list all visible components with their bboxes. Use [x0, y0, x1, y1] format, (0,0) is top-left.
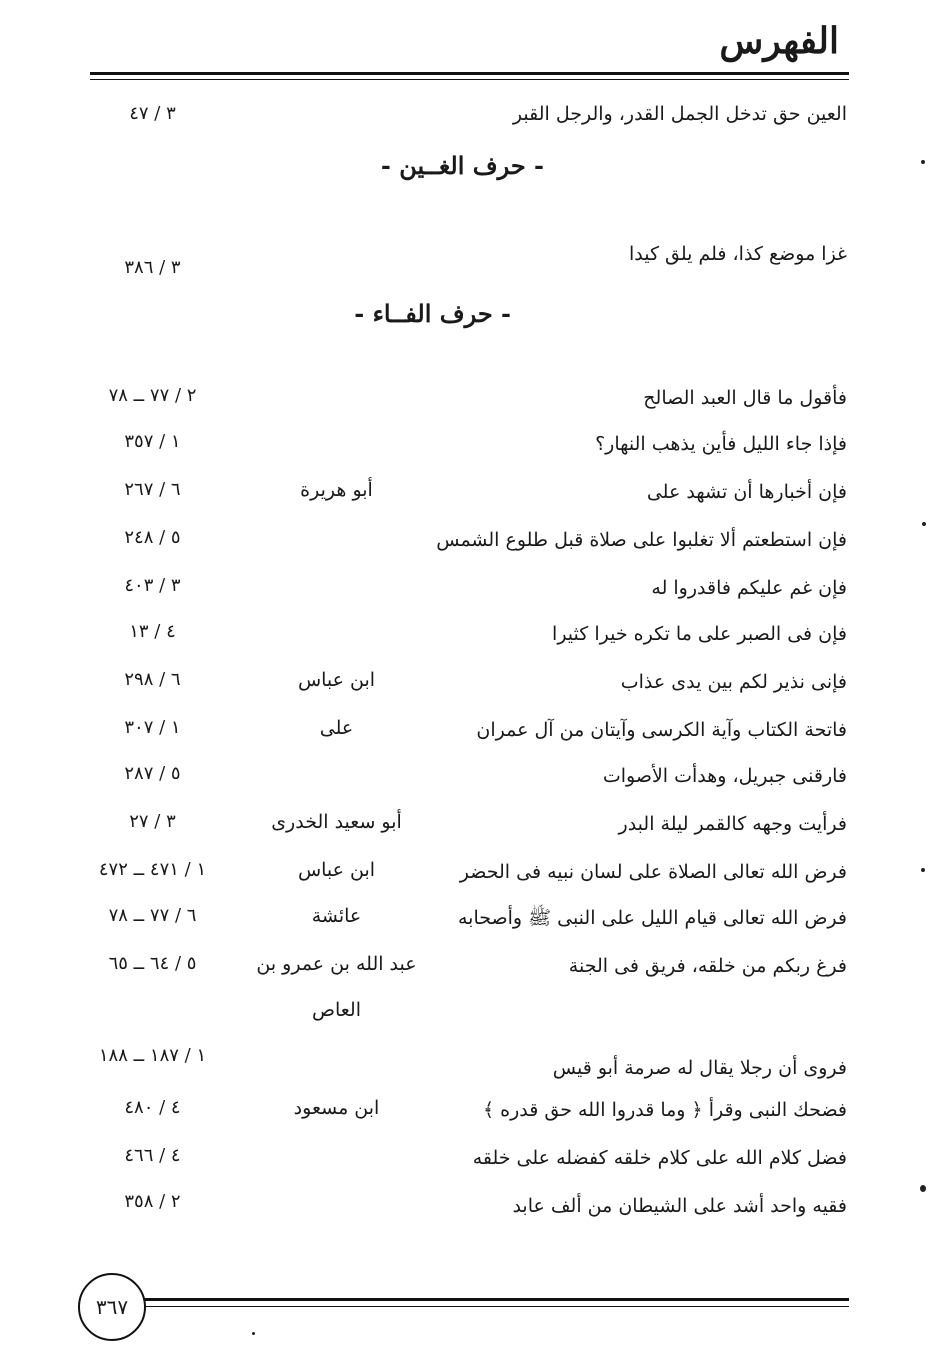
narrator: ابن عباس: [297, 859, 376, 881]
reference: ٦ / ٧٧ ــ ٧٨: [108, 905, 197, 926]
narrator: أبو هريرة: [300, 479, 373, 501]
index-row: [0, 1184, 929, 1224]
index-row: [0, 946, 929, 1030]
reference: ١ / ٣٠٧: [124, 717, 181, 738]
hadith-text: فاتحة الكتاب وآية الكرسى وآيتان من آل عمران: [476, 719, 847, 741]
reference: ٤ / ٤٦٦: [124, 1145, 181, 1166]
reference: ٥ / ٢٤٨: [124, 527, 181, 548]
index-row: [0, 614, 929, 654]
page-title: الفهرس: [719, 20, 839, 62]
scan-speck: [252, 1332, 255, 1335]
footer-rule-thin: [142, 1306, 849, 1307]
narrator: ابن عباس: [297, 669, 376, 691]
narrator: عائشة: [311, 905, 362, 927]
reference: ٣ / ٤٧: [129, 103, 176, 124]
hadith-text: فإن استطعتم ألا تغلبوا على صلاة قبل طلوع الشمس: [436, 529, 847, 551]
hadith-text: فرأيت وجهه كالقمر ليلة البدر: [618, 813, 847, 835]
index-row: [0, 424, 929, 464]
index-row: [0, 852, 929, 892]
section-heading-ghain: - حرف الغــين -: [380, 151, 544, 180]
header-rule-thick: [90, 72, 849, 75]
index-row: [0, 236, 929, 276]
hadith-text: فرض الله تعالى قيام الليل على النبى ﷺ وأصحابه: [457, 907, 847, 929]
hadith-text: فضحك النبى وقرأ ﴿ وما قدروا الله حق قدره ﴾: [483, 1099, 847, 1121]
page-number: ٣٦٧: [78, 1273, 146, 1341]
index-row: [0, 520, 929, 560]
hadith-text: فأقول ما قال العبد الصالح: [643, 387, 847, 409]
hadith-text: فإن فى الصبر على ما تكره خيرا كثيرا: [552, 623, 847, 645]
hadith-text: فإن أخبارها أن تشهد على: [646, 481, 847, 503]
reference: ٦ / ٢٦٧: [124, 479, 181, 500]
index-row: [0, 1038, 929, 1078]
index-row: [0, 378, 929, 418]
reference: ٥ / ٢٨٧: [124, 763, 181, 784]
index-row: [0, 96, 929, 136]
scan-speck: [921, 160, 925, 164]
index-row: [0, 1090, 929, 1130]
reference: ٣ / ٢٧: [129, 811, 176, 832]
hadith-text: فإنى نذير لكم بين يدى عذاب: [620, 671, 847, 693]
hadith-text: فضل كلام الله على كلام خلقه كفضله على خلقه: [472, 1147, 847, 1169]
narrator: ابن مسعود: [293, 1097, 380, 1119]
reference: ٤ / ٤٨٠: [124, 1097, 181, 1118]
hadith-text: فروى أن رجلا يقال له صرمة أبو قيس: [552, 1057, 847, 1079]
index-row: [0, 804, 929, 844]
index-row: [0, 756, 929, 796]
reference: ١ / ٤٧١ ــ ٤٧٢: [98, 859, 207, 880]
hadith-text: فإذا جاء الليل فأين يذهب النهار؟: [595, 433, 847, 455]
reference: ٤ / ١٣: [129, 621, 176, 642]
narrator: أبو سعيد الخدرى: [271, 811, 402, 833]
reference: ٢ / ٣٥٨: [124, 1191, 181, 1212]
hadith-text: فارقنى جبريل، وهدأت الأصوات: [602, 765, 847, 787]
reference: ٥ / ٦٤ ــ ٦٥: [108, 953, 197, 974]
hadith-text: فإن غم عليكم فاقدروا له: [651, 577, 847, 599]
hadith-text: فقيه واحد أشد على الشيطان من ألف عابد: [512, 1195, 847, 1217]
index-row: [0, 662, 929, 702]
reference: ٣ / ٣٨٦: [124, 257, 181, 278]
header-rule-thin: [90, 79, 849, 80]
index-row: [0, 710, 929, 750]
scan-speck: [922, 522, 926, 526]
hadith-text: فرغ ربكم من خلقه، فريق فى الجنة: [568, 955, 847, 977]
hadith-text: العين حق تدخل الجمل القدر، والرجل القبر: [512, 103, 847, 125]
reference: ٦ / ٢٩٨: [124, 669, 181, 690]
reference: ١ / ٣٥٧: [124, 431, 181, 452]
scan-speck: [920, 1185, 926, 1192]
reference: ٢ / ٧٧ ــ ٧٨: [108, 385, 197, 406]
narrator-continued: العاص: [312, 999, 361, 1021]
footer-rule-thick: [142, 1298, 849, 1301]
hadith-text: غزا موضع كذا، فلم يلق كيدا: [628, 243, 847, 265]
index-row: [0, 472, 929, 512]
index-row: [0, 1138, 929, 1178]
index-row: [0, 568, 929, 608]
reference: ١ / ١٨٧ ــ ١٨٨: [98, 1045, 207, 1066]
index-row: [0, 898, 929, 938]
hadith-text: فرض الله تعالى الصلاة على لسان نبيه فى الحضر: [459, 861, 847, 883]
section-heading-faa: - حرف الفــاء -: [354, 299, 511, 328]
scan-speck: [921, 868, 925, 872]
reference: ٣ / ٤٠٣: [124, 575, 181, 596]
narrator: عبد الله بن عمرو بن: [256, 953, 417, 975]
narrator: على: [319, 717, 354, 739]
